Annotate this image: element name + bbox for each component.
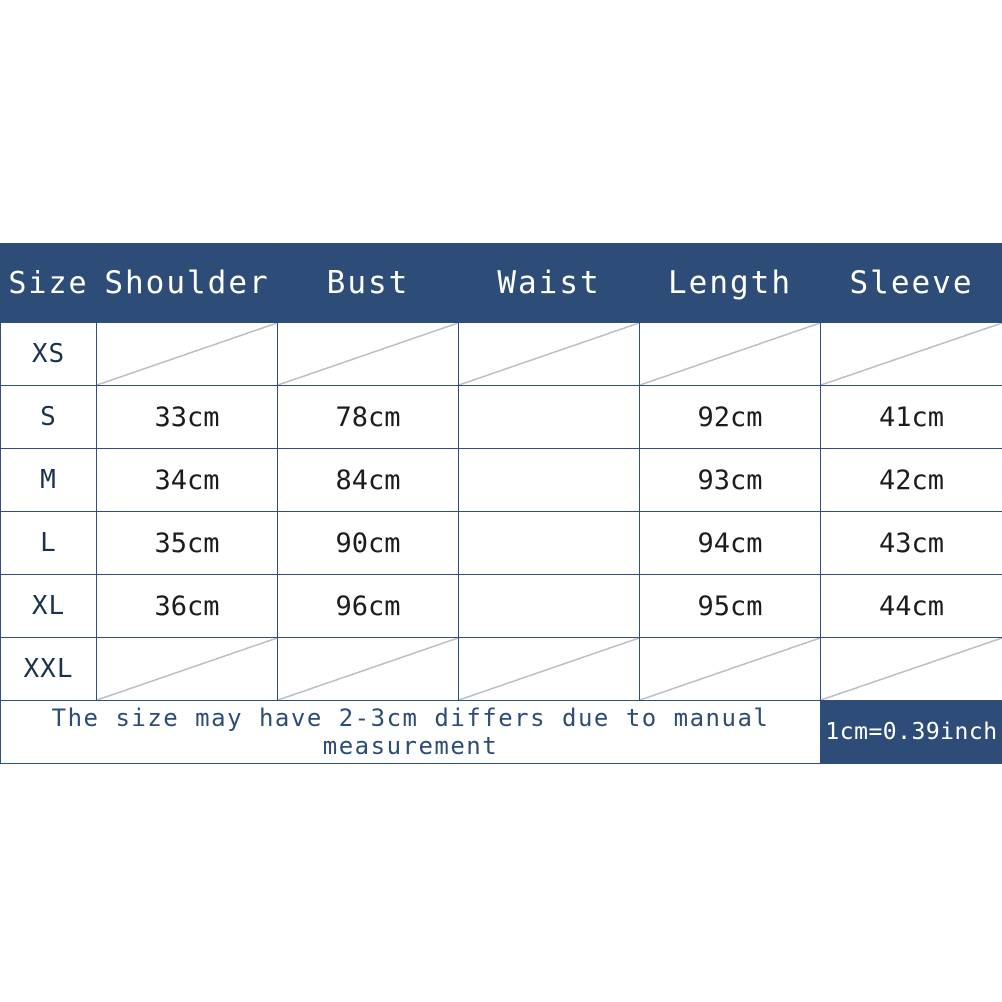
cell-bust: 84cm [278,449,459,512]
cell-shoulder [97,323,278,386]
cell-size: M [1,449,97,512]
cell-sleeve [821,323,1002,386]
cell-bust [278,638,459,701]
table-row [1,323,1002,386]
column-header-length: Length [640,244,821,323]
size-table [0,243,1002,764]
cell-shoulder [97,638,278,701]
cell-length [640,638,821,701]
cell-bust: 90cm [278,512,459,575]
table-row [1,638,1002,701]
table-row [1,575,1002,638]
cell-size: XS [1,323,97,386]
cell-sleeve: 43cm [821,512,1002,575]
table-header [1,244,1002,323]
column-header-sleeve: Sleeve [821,244,1002,323]
cell-size: S [1,386,97,449]
cell-waist [459,512,640,575]
header-row [1,244,1002,323]
cell-size: XL [1,575,97,638]
cell-shoulder: 36cm [97,575,278,638]
cell-shoulder: 34cm [97,449,278,512]
cell-waist [459,386,640,449]
measurement-note: The size may have 2-3cm differs due to manual measurement [1,701,821,764]
table-row [1,512,1002,575]
cell-length: 93cm [640,449,821,512]
cell-size: XXL [1,638,97,701]
cell-length: 92cm [640,386,821,449]
cell-bust [278,323,459,386]
footer-row [1,701,1002,764]
cell-sleeve: 42cm [821,449,1002,512]
column-header-size: Size [1,244,97,323]
column-header-bust: Bust [278,244,459,323]
unit-conversion-badge: 1cm=0.39inch [821,701,1002,764]
cell-sleeve: 44cm [821,575,1002,638]
table-row [1,386,1002,449]
cell-sleeve: 41cm [821,386,1002,449]
cell-size: L [1,512,97,575]
table-row [1,449,1002,512]
cell-shoulder: 33cm [97,386,278,449]
cell-waist [459,575,640,638]
column-header-shoulder: Shoulder [97,244,278,323]
cell-sleeve [821,638,1002,701]
size-chart [0,243,1002,759]
cell-waist [459,638,640,701]
cell-bust: 78cm [278,386,459,449]
cell-shoulder: 35cm [97,512,278,575]
column-header-waist: Waist [459,244,640,323]
cell-waist [459,449,640,512]
table-footer [1,701,1002,764]
cell-bust: 96cm [278,575,459,638]
table-body [1,323,1002,701]
cell-length: 95cm [640,575,821,638]
cell-length [640,323,821,386]
cell-waist [459,323,640,386]
cell-length: 94cm [640,512,821,575]
